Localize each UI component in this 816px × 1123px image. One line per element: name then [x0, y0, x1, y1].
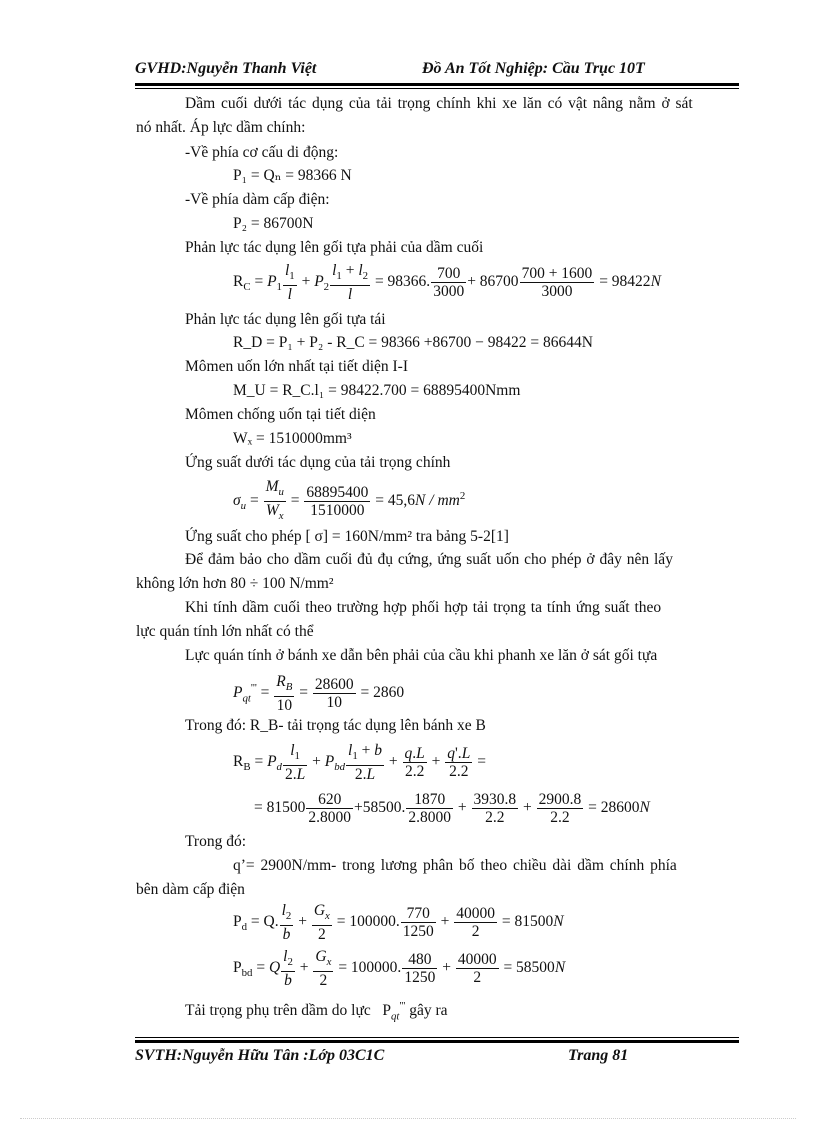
paragraph-line: q’= 2900N/mm- trong lương phân bố theo chiều dài dầm chính phía: [233, 857, 677, 874]
paragraph-line: nó nhất. Áp lực dầm chính:: [136, 119, 306, 136]
equation-rb-values: = 81500 $\frac{620}{2.8000}$ +58500. $\frac{1870}{2.8000}$ + $\frac{3930.8}{2.2}$ + $\frac{2900.8}{2.2}$ = 28600N: [254, 790, 650, 826]
page-edge-divider: [20, 1118, 796, 1119]
footer-rule-thin: [135, 1037, 739, 1038]
paragraph-line: Lực quán tính ở bánh xe dẫn bên phải của cầu khi phanh xe lăn ở sát gối tựa: [185, 647, 658, 664]
paragraph-line: Khi tính dầm cuối theo trường hợp phối hợp tải trọng ta tính ứng suất theo: [185, 599, 662, 616]
paragraph-line: Trong đó: R_B- tải trọng tác dụng lên bánh xe B: [185, 717, 486, 734]
equation-mu: M_U = R_C.l₁ = 98422.700 = 68895400Nmm: [233, 382, 521, 399]
paragraph-line: Mômen chống uốn tại tiết diện: [185, 406, 376, 423]
footer-student: SVTH:Nguyễn Hữu Tân :Lớp 03C1C: [135, 1047, 385, 1064]
equation-rd: R_D = P₁ + P₂ - R_C = 98366 +86700 − 98422 = 86644N: [233, 334, 593, 351]
footer-rule-thick: [135, 1040, 739, 1043]
paragraph-line: Ứng suất cho phép [ σ] = 160N/mm² tra bảng 5-2[1]: [185, 528, 509, 545]
paragraph-line: Ứng suất dưới tác dụng của tải trọng chính: [185, 454, 451, 471]
paragraph-line: Mômen uốn lớn nhất tại tiết diện I-I: [185, 358, 408, 375]
paragraph-line: Phản lực tác dụng lên gối tựa tái: [185, 311, 386, 328]
equation-p2: P₂ = 86700N: [233, 215, 314, 232]
paragraph-line: không lớn hơn 80 ÷ 100 N/mm²: [136, 575, 334, 592]
header-rule-thin: [135, 88, 739, 89]
equation-pqt: $P_{qt}'''$ = $\frac{R_B}{10}$ = $\frac{28600}{10}$ = 2860: [233, 673, 405, 715]
paragraph-line: lực quán tính lớn nhất có thể: [136, 623, 314, 640]
page-number: Trang 81: [568, 1047, 629, 1064]
equation-pd: $P_d = Q$. $\frac{l_2}{b}$ + $\frac{G_x}{2}$ = 100000. $\frac{770}{1250}$ + $\frac{40000}{2}$ = 81500N: [233, 902, 564, 944]
paragraph-line-last: Tải trọng phụ trên dầm do lực $P_{qt}'''$ gây ra: [185, 1000, 448, 1023]
paragraph-line: -Về phía dàm cấp điện:: [185, 191, 330, 208]
paragraph-line: bên dàm cấp điện: [136, 881, 245, 898]
header-rule-thick: [135, 83, 739, 86]
header-advisor: GVHD:Nguyễn Thanh Việt: [135, 60, 317, 77]
paragraph-line: Để đảm bảo cho dầm cuối đủ đụ cứng, ứng suất uốn cho phép ở đây nên lấy: [185, 551, 673, 568]
equation-p1: P₁ = Qₙ = 98366 N: [233, 167, 352, 184]
paragraph-line: Phản lực tác dụng lên gối tựa phải của dầm cuối: [185, 239, 484, 256]
equation-sigma: $\sigma_u$ = $\frac{M_u}{W_x}$ = $\frac{68895400}{1510000}$ = $45,6N / mm^2$: [233, 478, 466, 523]
equation-rb: $R_B = P_d$ $\frac{l_1}{2.L}$ + $P_{bd}$ $\frac{l_1 + b}{2.L}$ + $\frac{q.L}{2.2}$ + $\frac{q'.L}{2.2}$ =: [233, 742, 486, 784]
equation-pbd: $P_{bd} = Q$ $\frac{l_2}{b}$ + $\frac{G_x}{2}$ = 100000. $\frac{480}{1250}$ + $\frac{40000}{2}$ = 58500N: [233, 948, 566, 990]
paragraph-line: -Về phía cơ cấu di động:: [185, 144, 339, 161]
paragraph-line: Trong đó:: [185, 833, 247, 850]
equation-wx: Wₓ = 1510000mm³: [233, 430, 352, 447]
paragraph-line: Dầm cuối dưới tác dụng của tải trọng chính khi xe lăn có vật nâng nằm ở sát: [185, 95, 693, 112]
equation-rc: $R_C = P_1$ $\frac{l_1}{l}$ + $P_2$ $\frac{l_1 + l_2}{l}$ = 98366. $\frac{700}{3000}$ + 86700 $\frac{700 + 1600}{3000}$ = 98422N: [233, 262, 661, 304]
header-title: Đồ An Tốt Nghiệp: Cầu Trục 10T: [422, 60, 645, 77]
